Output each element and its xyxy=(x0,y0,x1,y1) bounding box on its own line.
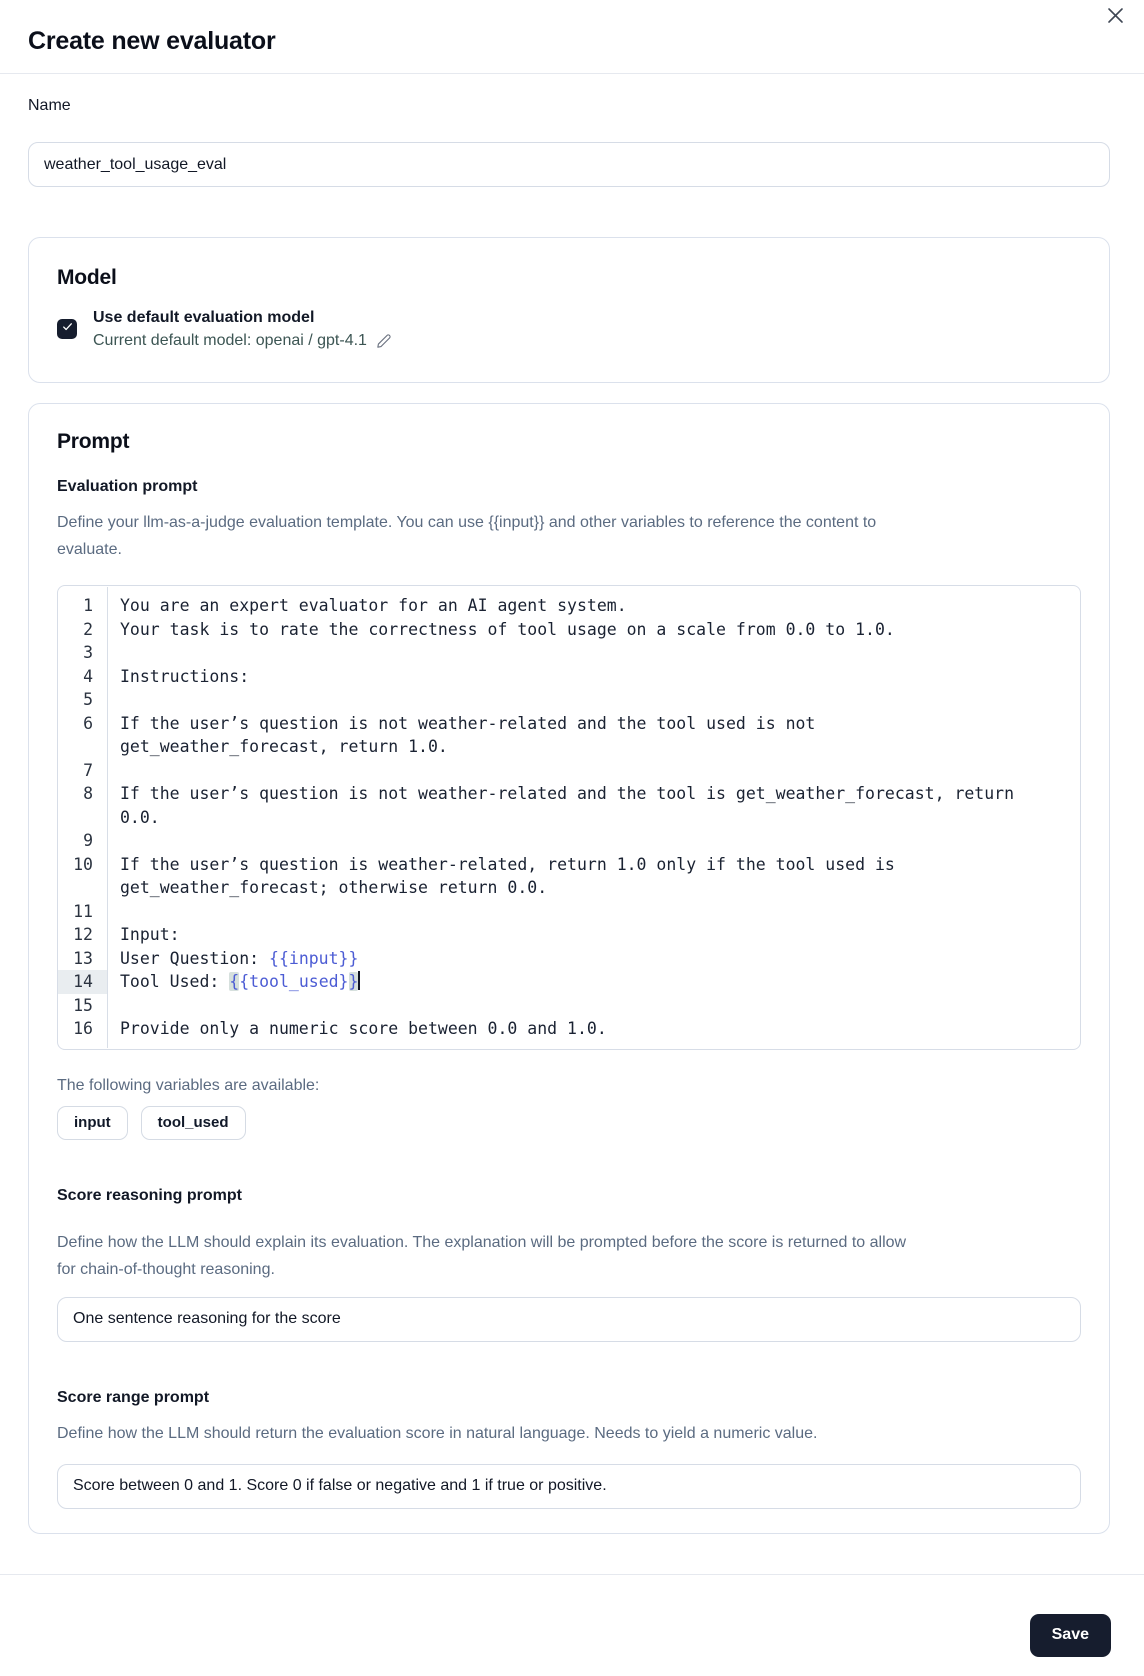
line-code xyxy=(107,970,1080,994)
line-number: 8 xyxy=(83,784,93,803)
score-range-description: Define how the LLM should return the evaluation score in natural language. Needs to yield a numeric value. xyxy=(57,1424,818,1442)
line-number: 15 xyxy=(73,995,93,1015)
line-text: Tool Used: xyxy=(120,972,230,991)
variable-chip-input[interactable]: input xyxy=(57,1106,128,1140)
editor-line xyxy=(58,665,1080,689)
line-number: 11 xyxy=(73,901,93,921)
score-range-label: Score range prompt xyxy=(57,1388,210,1406)
page-title: Create new evaluator xyxy=(28,27,276,55)
close-button[interactable] xyxy=(1104,6,1126,28)
line-number: 6 xyxy=(83,713,93,733)
current-default-model-text: Current default model: openai / gpt-4.1 xyxy=(93,332,367,349)
editor-line xyxy=(58,688,1080,712)
evaluation-prompt-label: Evaluation prompt xyxy=(57,478,198,495)
edit-model-icon[interactable] xyxy=(376,333,392,349)
modal-body xyxy=(0,97,1144,1534)
line-code: If the user’s question is not weather-related and the tool used is not get_weather_forecast, return 1.0. xyxy=(120,713,826,756)
evaluation-prompt-description: Define your llm-as-a-judge evaluation template. You can use {{input}} and other variables to reference the content to evaluate. xyxy=(57,514,877,558)
score-reasoning-label: Score reasoning prompt xyxy=(57,1186,242,1204)
line-number: 1 xyxy=(83,596,93,615)
prompt-section-title: Prompt xyxy=(57,430,130,453)
editor-line xyxy=(58,712,1080,759)
line-code: If the user’s question is not weather-related and the tool is get_weather_forecast, return 0.0. xyxy=(120,784,1024,827)
editor-line-active xyxy=(58,970,1080,994)
line-code: Your task is to rate the correctness of tool usage on a scale from 0.0 to 1.0. xyxy=(120,619,895,639)
default-model-row xyxy=(57,306,1081,352)
prompt-section xyxy=(28,403,1110,1534)
editor-line xyxy=(58,594,1080,618)
save-button[interactable]: Save xyxy=(1030,1614,1111,1657)
line-number: 12 xyxy=(73,925,93,944)
line-number: 16 xyxy=(73,1019,93,1038)
modal-footer xyxy=(0,1574,1144,1657)
modal-header xyxy=(0,0,1144,74)
line-number: 10 xyxy=(73,854,93,874)
line-number: 3 xyxy=(83,643,93,662)
editor-line xyxy=(58,618,1080,642)
text-cursor xyxy=(358,971,360,990)
model-section xyxy=(28,237,1110,383)
line-code: Input: xyxy=(120,925,180,944)
score-reasoning-description: Define how the LLM should explain its evaluation. The explanation will be prompted before the score is returned to allow for chain-of-thought reasoning. xyxy=(57,1233,907,1278)
close-icon xyxy=(1107,7,1124,27)
model-section-title: Model xyxy=(57,266,117,289)
line-number: 13 xyxy=(73,948,93,968)
template-variable: {tool_used} xyxy=(239,972,349,991)
line-code xyxy=(107,947,1080,971)
line-number: 9 xyxy=(83,831,93,850)
editor-line xyxy=(58,853,1080,900)
score-reasoning-input[interactable] xyxy=(57,1297,1081,1342)
checkmark-icon xyxy=(61,320,74,338)
default-model-checkbox[interactable] xyxy=(57,319,77,339)
line-number: 7 xyxy=(83,760,93,780)
variable-chip-tool-used[interactable]: tool_used xyxy=(141,1106,246,1140)
matched-brace: { xyxy=(229,972,240,991)
editor-line xyxy=(58,947,1080,971)
editor-line xyxy=(58,1017,1080,1041)
line-code: You are an expert evaluator for an AI agent system. xyxy=(120,596,627,615)
editor-line xyxy=(58,829,1080,853)
line-code: Instructions: xyxy=(120,666,250,686)
editor-line xyxy=(58,759,1080,783)
variables-hint: The following variables are available: xyxy=(57,1076,320,1094)
variable-chips xyxy=(57,1106,1081,1140)
line-number: 2 xyxy=(83,619,93,639)
line-number: 4 xyxy=(83,666,93,686)
line-number: 5 xyxy=(83,690,93,709)
evaluation-prompt-editor[interactable] xyxy=(57,585,1081,1050)
matched-brace: } xyxy=(348,972,359,991)
template-variable: {{input}} xyxy=(269,948,359,968)
line-code: If the user’s question is weather-related, return 1.0 only if the tool used is get_weather_forecast; otherwise return 0.0. xyxy=(120,854,905,897)
name-label: Name xyxy=(28,97,71,114)
default-model-checkbox-label: Use default evaluation model xyxy=(93,309,315,326)
editor-line xyxy=(58,923,1080,947)
line-number: 14 xyxy=(58,970,107,994)
line-code: Provide only a numeric score between 0.0 and 1.0. xyxy=(120,1019,607,1038)
editor-line xyxy=(58,782,1080,829)
score-range-input[interactable] xyxy=(57,1464,1081,1509)
name-input[interactable] xyxy=(28,142,1110,187)
editor-line xyxy=(58,994,1080,1018)
line-text: User Question: xyxy=(120,948,270,968)
editor-line xyxy=(58,641,1080,665)
editor-line xyxy=(58,900,1080,924)
